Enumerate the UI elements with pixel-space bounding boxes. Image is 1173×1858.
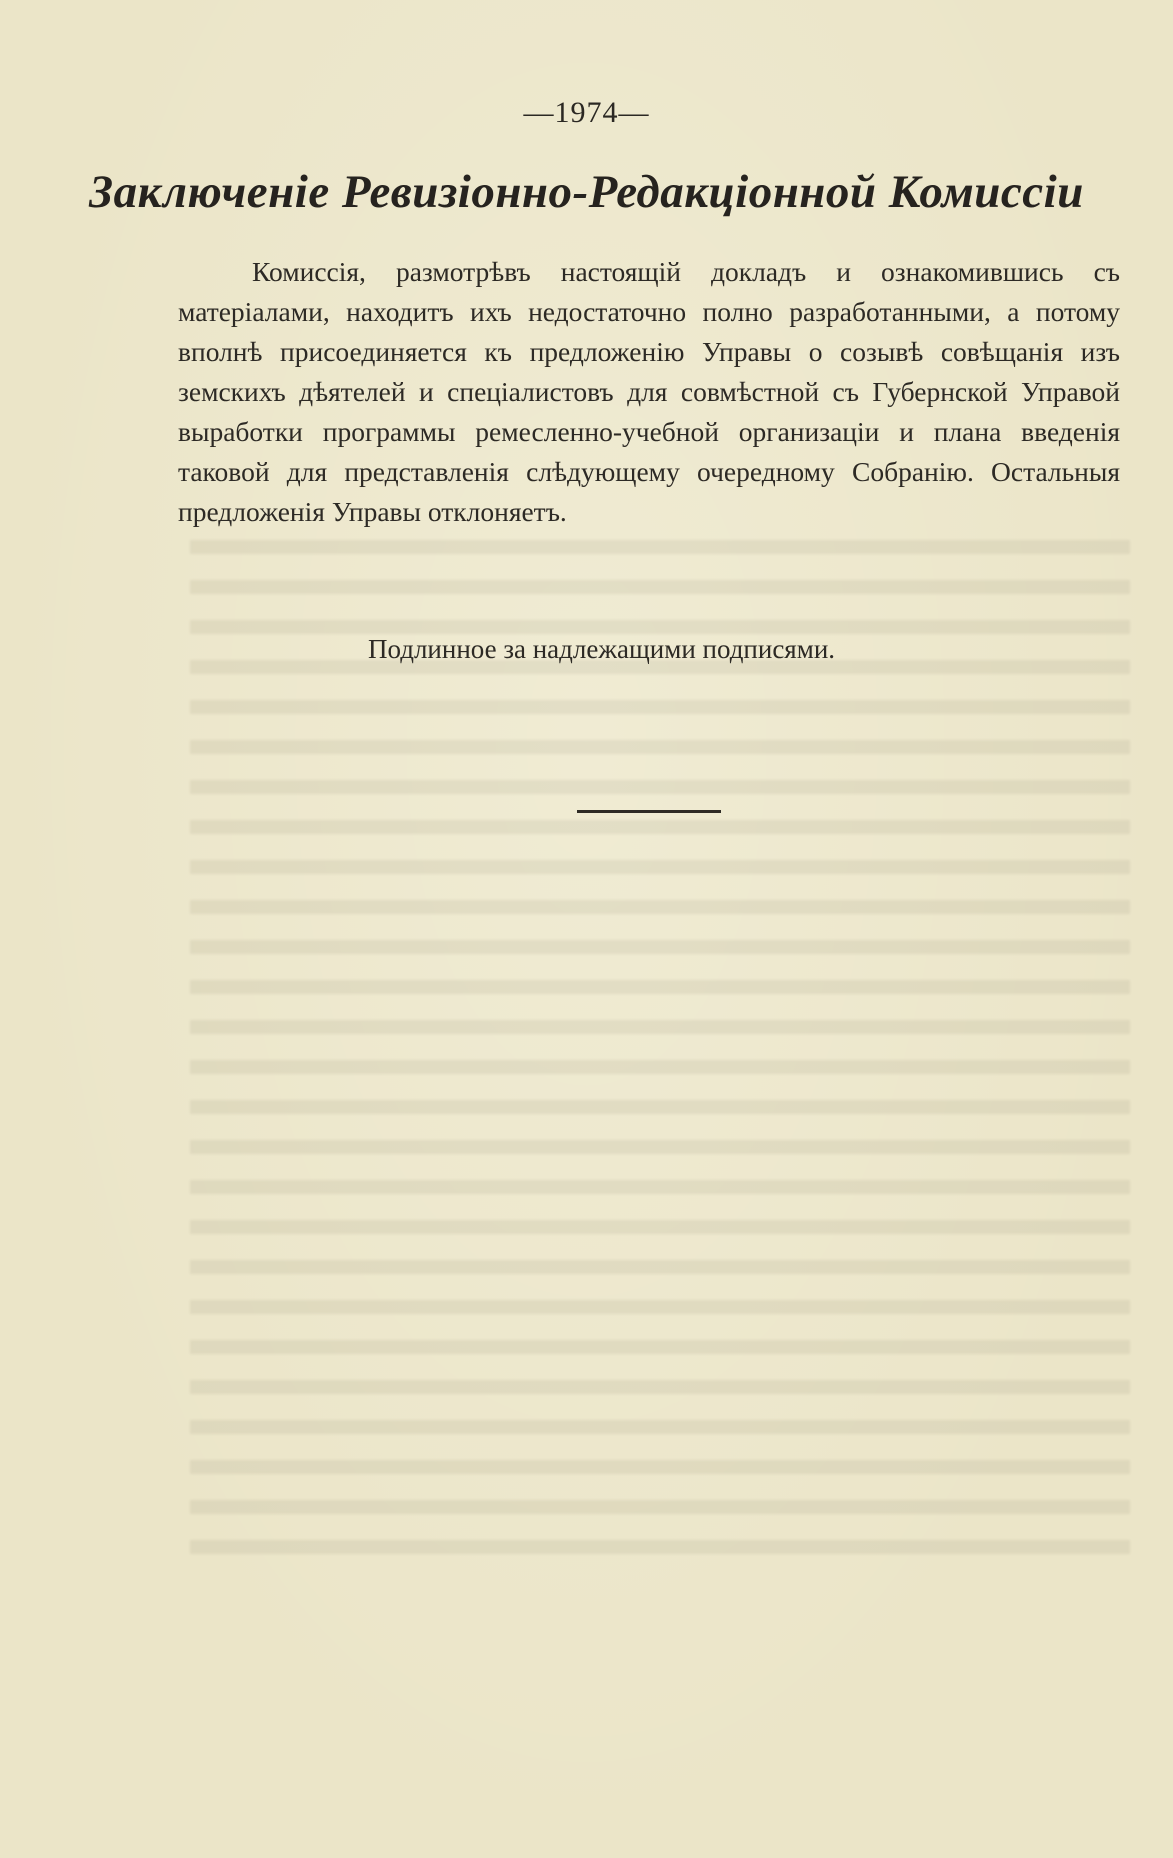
closing-rule <box>577 810 721 813</box>
page-number: —1974— <box>523 96 650 129</box>
signature-note: Подлинное за надлежащими подписями. <box>367 634 836 664</box>
section-heading: Заключеніе Ревизіонно-Редакціонной Комиссіи <box>89 166 1084 218</box>
body-paragraph: Комиссія, размотрѣвъ настоящій докладъ и ознакомившись съ матеріалами, находитъ ихъ недостаточно полно разработанными, а потому вполнѣ присоединяется къ предложенію Управы о созывѣ совѣщанія изъ земскихъ дѣятелей и спеціалистовъ для совмѣстной съ Губернской Управой выработки программы ремесленно-учебной организаціи и плана введенія таковой для представленія слѣдующему очередному Собранію. Остальныя предложенія Управы отклоняетъ. <box>178 256 1120 527</box>
show-through-texture <box>190 540 1130 1580</box>
